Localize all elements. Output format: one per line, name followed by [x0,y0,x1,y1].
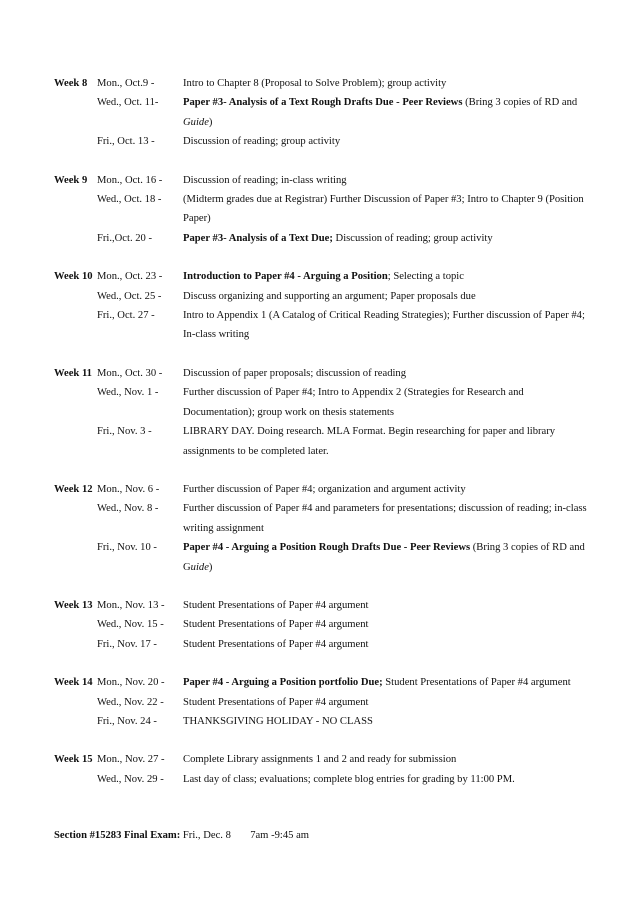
schedule-entry [54,306,594,345]
entry-date: Mon., Oct. 30 - [97,367,163,379]
week-label: Week 14 [54,677,93,689]
schedule-entry [54,596,594,615]
entry-date: Wed., Oct. 11- [97,97,159,109]
entry-description [183,596,594,615]
description-text: Student Presentations of Paper #4 argument [183,696,369,708]
week-block [54,750,594,789]
entry-description [183,712,594,731]
entry-date: Wed., Nov. 22 - [97,696,164,708]
week-label [54,538,97,577]
entry-date: Mon., Nov. 13 - [97,599,165,611]
description-text: Student Presentations of Paper #4 argument [183,619,369,631]
week-label: Week 15 [54,754,93,766]
schedule-entry [54,750,594,769]
due-item: Paper #3- Analysis of a Text Due; [183,232,333,244]
schedule-entry [54,171,594,190]
entry-date: Mon., Nov. 6 - [97,483,160,495]
schedule-entry [54,538,594,577]
week-label: Week 11 [54,367,92,379]
week-block [54,74,594,152]
entry-description [183,538,594,577]
entry-date: Fri., Oct. 13 - [97,136,155,148]
week-label [54,229,97,248]
schedule-entry [54,364,594,383]
description-text: Discussion of reading; group activity [183,136,341,148]
week-label [54,422,97,461]
week-label: Week 13 [54,599,93,611]
schedule [54,74,594,808]
schedule-entry [54,635,594,654]
description-text: Last day of class; evaluations; complete blog entries for grading by 11:00 PM. [183,773,515,785]
week-block [54,480,594,577]
entry-description [183,383,594,422]
schedule-entry [54,229,594,248]
schedule-entry [54,770,594,789]
entry-description [183,74,594,93]
final-exam-time: 7am -9:45 am [250,830,310,841]
description-text: ) [208,116,213,128]
schedule-entry [54,693,594,712]
entry-date: Fri., Nov. 24 - [97,715,157,727]
entry-description [183,364,594,383]
week-label [54,615,97,634]
week-label [54,499,97,538]
entry-description [183,190,594,229]
description-text: Further discussion of Paper #4; Intro to Appendix 2 (Strategies for Research and Documentation); group work on thesis statements [183,387,524,418]
description-text: Student Presentations of Paper #4 argument [183,638,369,650]
week-label [54,306,97,345]
week-block [54,171,594,249]
week-label [54,287,97,306]
description-text: uide [190,561,209,573]
schedule-entry [54,287,594,306]
description-text: ; Selecting a topic [387,271,464,283]
week-label [54,383,97,422]
entry-date: Wed., Nov. 1 - [97,387,159,399]
entry-date: Fri., Nov. 3 - [97,426,152,438]
description-text: Student Presentations of Paper #4 argument [382,677,571,689]
description-text: Discussion of reading; in-class writing [183,174,347,186]
entry-date: Mon., Oct.9 - [97,78,155,89]
entry-date: Mon., Oct. 23 - [97,271,163,283]
schedule-entry [54,480,594,499]
description-text: Discuss organizing and supporting an argument; Paper proposals due [183,290,476,302]
schedule-entry [54,499,594,538]
week-label [54,93,97,132]
entry-date: Fri.,Oct. 20 - [97,232,153,244]
description-text: Guide [183,116,209,128]
final-exam-date: Fri., Dec. 8 [182,830,231,841]
entry-date: Fri., Oct. 27 - [97,310,155,322]
week-label [54,693,97,712]
entry-date: Wed., Nov. 29 - [97,773,164,785]
due-item: Paper #3- Analysis of a Text Rough Drafts Due - Peer Reviews [183,97,463,109]
description-text: Discussion of paper proposals; discussion of reading [183,367,407,379]
due-item: Paper #4 - Arguing a Position portfolio Due; [183,677,383,689]
week-label [54,132,97,151]
entry-date: Mon., Nov. 20 - [97,677,165,689]
entry-date: Wed., Nov. 15 - [97,619,164,631]
entry-date: Fri., Nov. 17 - [97,638,157,650]
week-label: Week 9 [54,174,88,186]
entry-description [183,306,594,345]
entry-description [183,171,594,190]
description-text: LIBRARY DAY. Doing research. MLA Format. Begin researching for paper and library assignments to be completed later. [183,426,556,457]
schedule-entry [54,673,594,692]
description-text: Discussion of reading; group activity [332,232,493,244]
entry-description [183,267,594,286]
description-text: (Bring 3 copies of RD and [462,97,578,109]
schedule-entry [54,615,594,634]
entry-description [183,635,594,654]
description-text: (Bring 3 copies of RD and G [183,542,585,573]
description-text: Student Presentations of Paper #4 argument [183,599,369,611]
entry-description [183,287,594,306]
week-label: Week 12 [54,483,93,495]
week-label [54,190,97,229]
schedule-entry [54,712,594,731]
description-text: Intro to Appendix 1 (A Catalog of Critical Reading Strategies); Further discussion of Paper #4; In-class writing [183,310,585,341]
week-block [54,267,594,345]
final-exam-line [54,826,309,845]
due-item: Introduction to Paper #4 - Arguing a Position [183,271,388,283]
description-text: ) [208,561,213,573]
description-text: (Midterm grades due at Registrar) Further Discussion of Paper #3; Intro to Chapter 9 (Position Paper) [183,194,584,225]
week-label: Week 10 [54,271,93,283]
schedule-entry [54,383,594,422]
entry-description [183,615,594,634]
schedule-entry [54,74,594,93]
entry-date: Fri., Nov. 10 - [97,542,157,554]
entry-description [183,770,594,789]
entry-date: Wed., Oct. 25 - [97,290,162,302]
schedule-entry [54,422,594,461]
week-label [54,770,97,789]
week-block [54,596,594,654]
description-text: THANKSGIVING HOLIDAY - NO CLASS [183,715,373,727]
entry-description [183,750,594,769]
due-item: Paper #4 - Arguing a Position Rough Drafts Due - Peer Reviews [183,542,471,554]
entry-date: Mon., Oct. 16 - [97,174,163,186]
entry-date: Wed., Nov. 8 - [97,503,159,515]
week-block [54,673,594,731]
schedule-entry [54,190,594,229]
schedule-entry [54,132,594,151]
schedule-entry [54,267,594,286]
entry-description [183,480,594,499]
description-text: Complete Library assignments 1 and 2 and ready for submission [183,754,457,766]
week-label [54,635,97,654]
entry-description [183,132,594,151]
entry-description [183,229,594,248]
week-label [54,712,97,731]
description-text: Intro to Chapter 8 (Proposal to Solve Problem); group activity [183,78,447,89]
week-label: Week 8 [54,78,88,89]
entry-description [183,499,594,538]
entry-description [183,673,594,692]
description-text: Further discussion of Paper #4 and parameters for presentations; discussion of reading; in-class writing assignment [183,503,587,534]
description-text: Further discussion of Paper #4; organization and argument activity [183,483,466,495]
entry-date: Mon., Nov. 27 - [97,754,165,766]
week-block [54,364,594,461]
entry-description [183,693,594,712]
entry-description [183,93,594,132]
entry-description [183,422,594,461]
final-exam-label: Section #15283 Final Exam: [54,830,181,841]
entry-date: Wed., Oct. 18 - [97,194,162,206]
schedule-entry [54,93,594,132]
